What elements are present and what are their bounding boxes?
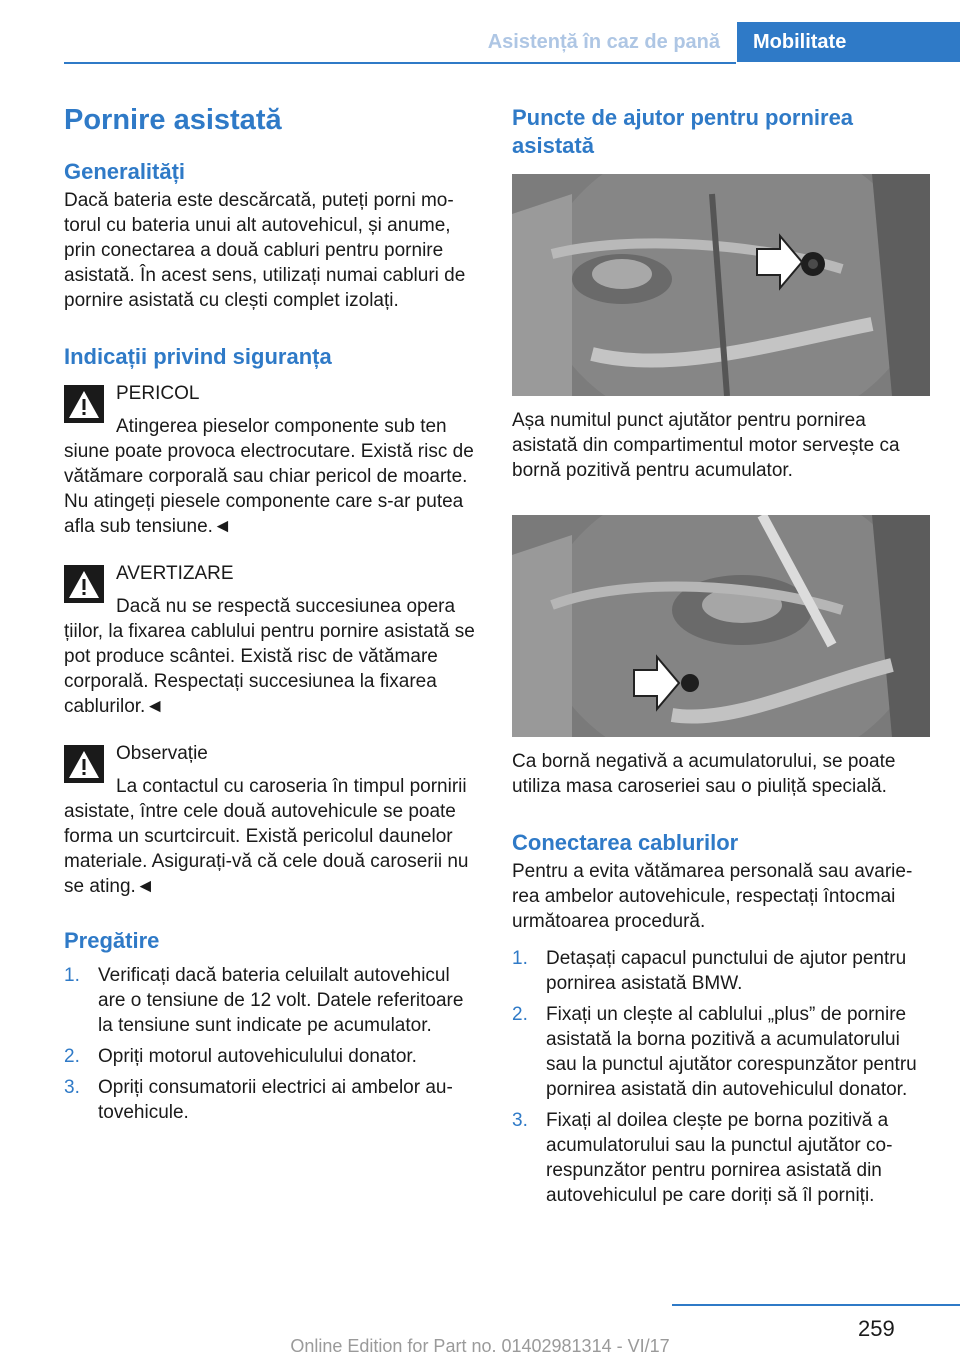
list-item <box>64 1044 482 1069</box>
connect-heading: Conectarea cablurilor <box>512 830 739 855</box>
warning-triangle-icon <box>64 385 104 423</box>
footer-rule <box>672 1304 960 1306</box>
edition-note: Online Edition for Part no. 01402981314 - VI/17 <box>290 1336 670 1356</box>
warning-text-first: Atingerea pieselor componente sub ten <box>116 416 447 437</box>
list-text: Fixați un clește al cablului „plus” de pornire asistată la borna pozitivă a acumulatorului sau la punctul ajutător corespunzător pentru pornirea asistată din autovehiculul donator. <box>546 1004 917 1100</box>
list-text: Verificați dacă bateria celuilalt autovehicul are o tensiune de 12 volt. Datele referitoare la tensiune sunt indicate pe acumulator. <box>98 965 464 1036</box>
list-item <box>512 1002 930 1102</box>
list-number: 1. <box>64 965 80 986</box>
warning-danger <box>64 381 482 539</box>
page-title: Pornire asistată <box>64 104 282 136</box>
points-heading: Puncte de ajutor pentru pornirea asistată <box>512 105 854 158</box>
general-heading: Generalități <box>64 159 186 184</box>
caption-negative: Ca bornă negativă a acumulatorului, se poate utiliza masa caroseriei sau o piuliță specială. <box>512 751 896 797</box>
safety-heading: Indicații privind siguranța <box>64 344 332 369</box>
list-number: 1. <box>512 948 528 969</box>
list-text: Opriți consumatorii electrici ai ambelor autovehicule. <box>98 1077 453 1123</box>
warning-text <box>64 774 482 899</box>
warning-text-rest: siune poate provoca electrocutare. Există risc de vătămare corporală sau chiar pericol de moarte. Nu atingeți piesele componente care s-ar putea afla sub tensiune.◄ <box>64 441 474 537</box>
list-item <box>512 1108 930 1208</box>
list-item <box>64 963 482 1038</box>
left-column <box>64 100 482 1131</box>
warning-text-rest: asistate, între cele două autovehicule se poate forma un scurtcircuit. Există pericolul daunelor materiale. Asigurați-vă că cele două caroserii nu se ating.◄ <box>64 801 469 897</box>
list-number: 3. <box>512 1110 528 1131</box>
engine-photo-positive <box>512 174 930 396</box>
connect-list <box>512 946 930 1208</box>
list-text: Detașați capacul punctului de ajutor pentru pornirea asistată BMW. <box>546 948 907 994</box>
warning-caution <box>64 561 482 719</box>
engine-photo-negative <box>512 515 930 737</box>
warning-notice <box>64 741 482 899</box>
warning-text-first: Dacă nu se respectă succesiunea opera <box>116 596 456 617</box>
caption-positive: Așa numitul punct ajutător pentru pornirea asistată din compartimentul motor servește ca bornă pozitivă pentru acumulator. <box>512 410 900 481</box>
list-text: Fixați al doilea clește pe borna pozitivă a acumulatorului sau la punctul ajutător corespunzător pentru pornirea asistată din autovehiculul pe care doriți să îl porniți. <box>546 1110 893 1206</box>
general-text: Dacă bateria este descărcată, puteți porni motorul cu bateria unui alt autovehicul, și anume, prin conectarea a două cabluri pentru pornire asistată. În acest sens, utilizați numai cabluri de pornire asistată cu clești complet izolați. <box>64 190 466 311</box>
warning-label: Observație <box>116 743 208 764</box>
warning-text <box>64 414 482 539</box>
warning-triangle-icon <box>64 565 104 603</box>
warning-label: AVERTIZARE <box>116 563 234 584</box>
warning-text-rest: țiilor, la fixarea cablului pentru pornire asistată se pot produce scântei. Există risc de vătămare corporală. Respectați succesiunea la fixarea cablurilor.◄ <box>64 621 475 717</box>
section-title: Asistență în caz de pană <box>487 31 720 53</box>
prep-list <box>64 963 482 1125</box>
list-number: 2. <box>512 1004 528 1025</box>
prep-heading: Pregătire <box>64 928 160 953</box>
list-number: 2. <box>64 1046 80 1067</box>
warning-label: PERICOL <box>116 383 200 404</box>
list-item <box>64 1075 482 1125</box>
page-header <box>64 22 960 62</box>
warning-text <box>64 594 482 719</box>
list-number: 3. <box>64 1077 80 1098</box>
list-item <box>512 946 930 996</box>
warning-triangle-icon <box>64 745 104 783</box>
header-rule <box>64 62 736 64</box>
chapter-tab: Mobilitate <box>737 22 960 62</box>
right-column <box>512 100 930 1214</box>
warning-text-first: La contactul cu caroseria în timpul pornirii <box>116 776 467 797</box>
page-number: 259 <box>858 1316 895 1341</box>
list-text: Opriți motorul autovehiculului donator. <box>98 1046 417 1067</box>
connect-text: Pentru a evita vătămarea personală sau avarierea ambelor autovehicule, respectați întocmai următoarea procedură. <box>512 861 913 932</box>
